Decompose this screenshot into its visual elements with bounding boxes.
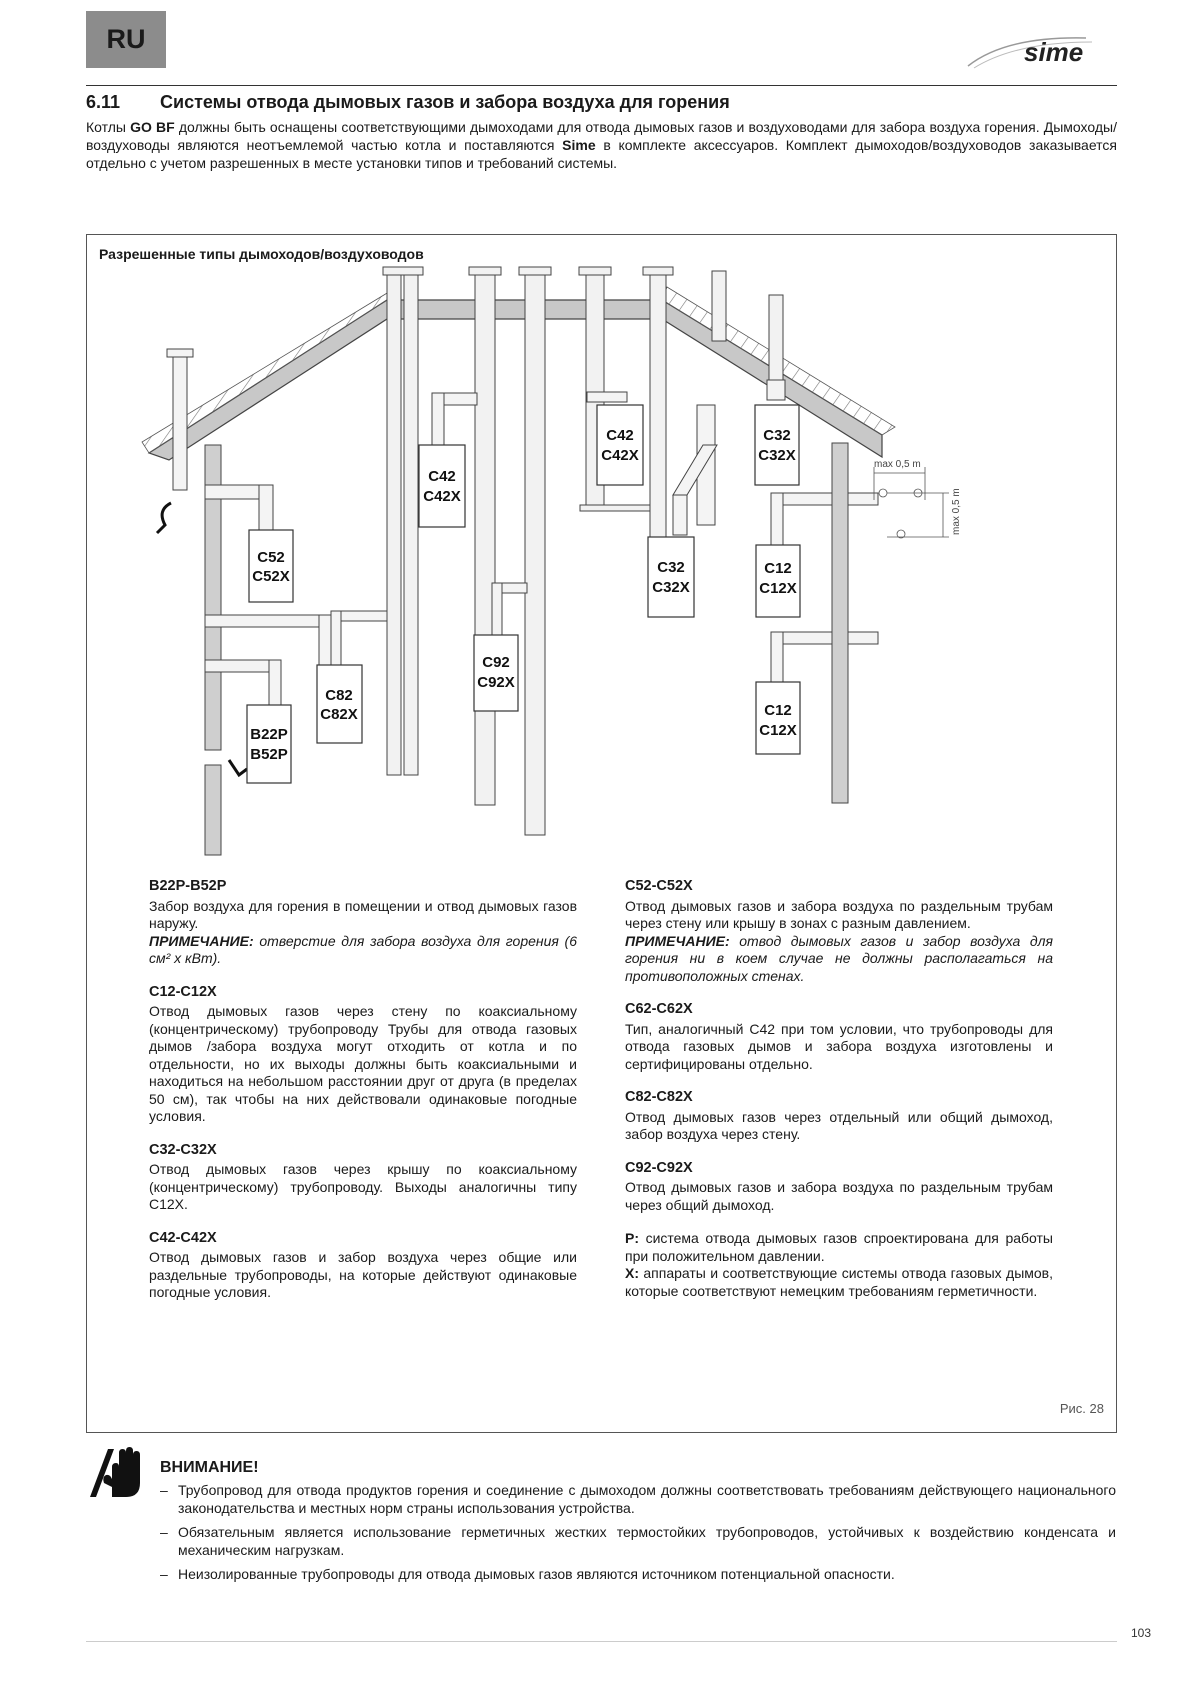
boiler-c32a — [648, 537, 694, 617]
entry-text: Отвод дымовых газов через крышу по коаксиальному (концентрическому) трубопроводу. Выходы аналогичны типу C12X. — [149, 1161, 577, 1212]
entry-note — [149, 933, 577, 968]
flue-pipes — [167, 349, 878, 705]
label-c32x-2: C32X — [758, 447, 796, 464]
entry-title: C42-C42X — [149, 1229, 217, 1246]
label-c42x-2: C42X — [601, 447, 639, 464]
section-title: Системы отвода дымовых газов и забора воздуха для горения — [160, 92, 730, 112]
warning-item: – Неизолированные трубопроводы для отвода дымовых газов являются источником потенциальной опасности. — [160, 1565, 1116, 1583]
entry-title: C52-C52X — [625, 878, 693, 894]
intro-model: GO BF — [130, 119, 175, 135]
entry-title: B22P-B52P — [149, 878, 227, 894]
entry-c12 — [149, 984, 577, 1126]
label-c92x: C92X — [477, 674, 515, 691]
figure-title: Разрешенные типы дымоходов/воздуховодов — [99, 246, 424, 262]
sime-logo — [966, 30, 1116, 70]
footer-rule — [86, 1641, 1117, 1642]
label-c82: C82 — [325, 687, 353, 704]
legend-p-label: P: — [625, 1230, 639, 1246]
warning-list — [160, 1481, 1116, 1589]
label-c32: C32 — [657, 559, 685, 576]
label-c82x: C82X — [320, 706, 358, 723]
label-c32x: C32X — [652, 579, 690, 596]
page-number: 103 — [1130, 1626, 1151, 1640]
boiler-c82 — [317, 665, 362, 743]
boiler-c92 — [474, 635, 518, 711]
warning-title: ВНИМАНИЕ! — [160, 1459, 259, 1476]
entry-text: Тип, аналогичный C42 при том условии, что трубопроводы для отвода газовых дымов и забора воздуха изготовлены и сертифицированы отдельно. — [625, 1020, 1053, 1072]
label-c42: C42 — [428, 468, 456, 485]
label-c52: C52 — [257, 549, 285, 566]
entry-note — [625, 933, 1053, 986]
note-text: отвод дымовых газов и забор воздуха для горения ни в коем случае не должны располагаться на противоположных стенах. — [625, 932, 1053, 984]
entry-text: Забор воздуха для горения в помещении и отвод дымовых газов наружу. — [149, 897, 577, 931]
entry-b22p — [149, 878, 577, 968]
section-heading — [86, 92, 730, 113]
boilers — [247, 405, 800, 783]
entry-c62 — [625, 1001, 1053, 1073]
entry-text: Отвод дымовых газов и забор воздуха через общие или раздельные трубопроводы, на которые действуют одинаковые погодные условия. — [149, 1249, 577, 1300]
legend-p-text: система отвода дымовых газов спроектирована для работы при положительном давлении. — [625, 1230, 1053, 1264]
figure-caption: Рис. 28 — [1059, 1401, 1104, 1416]
entry-c82 — [625, 1089, 1053, 1144]
label-c42-2: C42 — [606, 427, 634, 444]
entry-title: C92-C92X — [625, 1159, 693, 1176]
right-column — [625, 878, 1053, 1300]
language-tab: RU — [86, 11, 166, 68]
clearance-dimensions — [874, 467, 949, 538]
boiler-b22 — [247, 705, 291, 783]
entry-c32 — [149, 1142, 577, 1214]
entry-c42 — [149, 1230, 577, 1302]
legend-x-label: X: — [625, 1265, 639, 1281]
air-arrows — [157, 503, 247, 775]
label-c92: C92 — [482, 654, 510, 671]
flue-diagram — [87, 235, 1116, 875]
boiler-c42a — [419, 445, 465, 527]
left-column — [149, 878, 577, 1318]
label-c52x: C52X — [252, 568, 290, 585]
entry-text: Отвод дымовых газов через стену по коаксиальному (концентрическому) трубопроводу Трубы для отвода газовых дымов /забора воздуха могут отходить от котла и по отдельности, но их выходы должны быть коаксиальными и находиться на небольшом расстоянии друг от друга (в пределах 50 см), так чтобы на них действовали одинаковые погодные условия. — [149, 1003, 577, 1124]
label-c12x-2: C12X — [759, 722, 797, 739]
figure-box — [86, 234, 1117, 1433]
intro-brand: Sime — [562, 137, 596, 153]
note-label: ПРИМЕЧАНИЕ: — [625, 932, 730, 949]
note-label: ПРИМЕЧАНИЕ: — [149, 932, 254, 949]
label-c42x: C42X — [423, 488, 461, 505]
entry-title: C32-C32X — [149, 1141, 217, 1158]
boiler-c42b — [597, 405, 643, 485]
note-text: отверстие для забора воздуха для горения (6 см² x кВт). — [149, 932, 577, 966]
label-c12: C12 — [764, 560, 792, 577]
label-c12-2: C12 — [764, 702, 792, 719]
logo-wordmark: sime — [1024, 37, 1084, 67]
label-c32-2: C32 — [763, 427, 791, 444]
entry-title: C82-C82X — [625, 1089, 693, 1105]
boiler-c52 — [249, 530, 293, 602]
entry-title: C62-C62X — [625, 1001, 693, 1017]
boiler-c32b — [755, 405, 799, 485]
label-c12x: C12X — [759, 580, 797, 597]
warning-item: – Обязательным является использование герметичных жестких термостойких трубопроводов, устойчивых к воздействию конденсата и механическим нагрузкам. — [160, 1523, 1116, 1559]
legend-x — [625, 1265, 1053, 1300]
label-b52p: B52P — [250, 746, 288, 763]
warning-item: – Трубопровод для отвода продуктов горения и соединение с дымоходом должны соответствовать требованиям действующего национального законодательства и местных норм страны использования устройства. — [160, 1481, 1116, 1517]
legend-x-text: аппараты и соответствующие системы отвода газовых дымов, которые соответствуют немецким требованиям герметичности. — [625, 1265, 1053, 1299]
entry-c92 — [625, 1160, 1053, 1215]
legend-p — [625, 1230, 1053, 1265]
warning-hand-icon — [86, 1443, 144, 1501]
entry-c52 — [625, 878, 1053, 985]
intro-text-2: должны быть оснащены соответствующими дымоходами для отвода дымовых газов и воздуховодами для забора воздуха горения. Дымоходы/воздуховоды являются неотъемлемой частью котла и поставляются — [86, 119, 1117, 153]
entry-text: Отвод дымовых газов и забора воздуха по раздельным трубам через общий дымоход. — [625, 1179, 1053, 1213]
section-number: 6.11 — [86, 92, 121, 112]
intro-text-1: Котлы — [86, 119, 131, 135]
entry-title: C12-C12X — [149, 983, 217, 1000]
intro-paragraph — [86, 118, 1117, 172]
label-b22p: B22P — [250, 726, 288, 743]
entry-text: Отвод дымовых газов через отдельный или общий дымоход, забор воздуха через стену. — [625, 1108, 1053, 1142]
header-rule — [86, 85, 1117, 86]
entry-text: Отвод дымовых газов и забора воздуха по раздельным трубам через стену или крышу в зонах с разным давлением. — [625, 897, 1053, 931]
dim-vertical: max 0,5 m — [951, 488, 962, 535]
intro-text-3: в комплекте аксессуаров. Комплект дымоходов/воздуховодов заказывается отдельно с учетом разрешенных в месте установки типов и требований системы. — [86, 137, 1118, 171]
dim-horizontal: max 0,5 m — [874, 459, 921, 470]
